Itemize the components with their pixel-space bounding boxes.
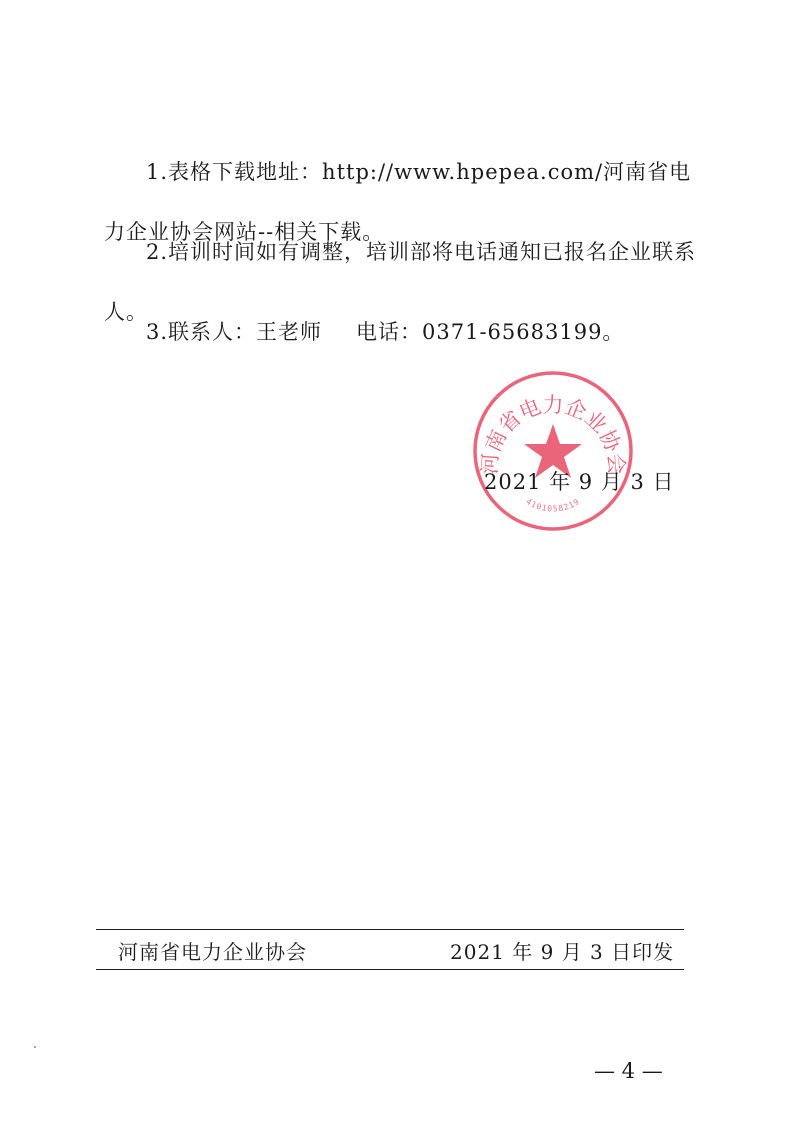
- note-number: 1.: [146, 160, 169, 184]
- footer-organization: 河南省电力企业协会: [118, 940, 307, 964]
- scan-speck: [34, 1046, 36, 1048]
- footer-issue-date: 2021 年 9 月 3 日印发: [450, 940, 675, 964]
- note-text: 表格下载地址：http://www.hpepea.com/河南省电力企业协会网站--相关下载。: [104, 160, 692, 244]
- contact-number: 3.: [146, 320, 169, 344]
- official-seal-stamp: [470, 368, 636, 534]
- seal-name: 河南省电力企业协会: [477, 392, 629, 476]
- contact-person: [146, 302, 322, 362]
- page-number: — 4 —: [594, 1059, 663, 1083]
- note-number: 2.: [146, 240, 169, 264]
- contact-phone: 电话：0371-65683199。: [356, 320, 625, 344]
- seal-code: 4101058219: [524, 496, 582, 514]
- note-text: 培训时间如有调整，培训部将电话通知已报名企业联系人。: [104, 240, 697, 324]
- footer-rule-top: [96, 929, 684, 930]
- signature-date: 2021 年 9 月 3 日: [484, 470, 675, 494]
- footer-rule-bottom: [96, 969, 684, 970]
- contact-person-text: 联系人：王老师: [168, 320, 323, 344]
